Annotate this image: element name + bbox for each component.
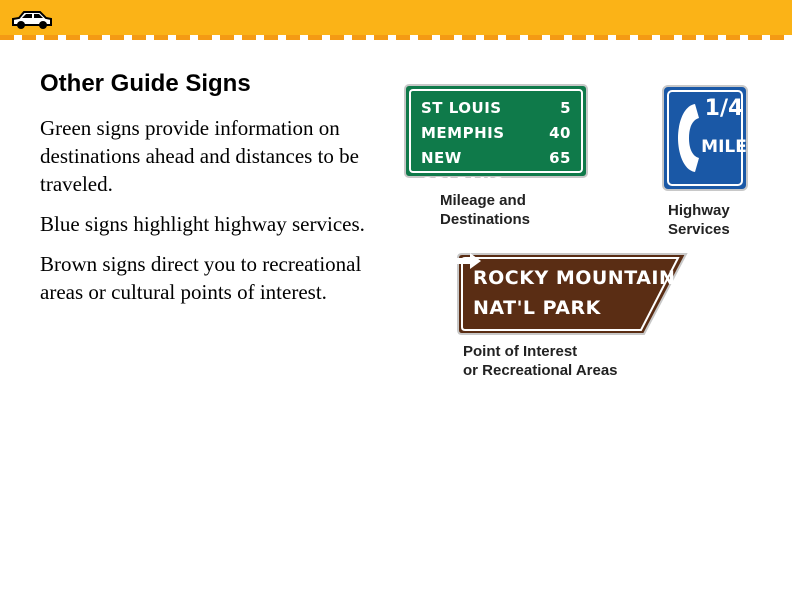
recreation-sign xyxy=(456,252,688,336)
mileage-sign xyxy=(404,84,588,192)
distance-label: 40 xyxy=(549,124,571,142)
slide-body xyxy=(40,114,370,318)
destination-label: NEW ORLEANS xyxy=(421,149,504,192)
recreation-line-2: NAT'L PARK xyxy=(473,297,601,319)
recreation-caption: Point of Interest or Recreational Areas xyxy=(463,343,618,379)
mileage-row xyxy=(421,146,571,196)
destination-label: ST LOUIS xyxy=(421,99,502,117)
distance-label: 5 xyxy=(560,99,571,117)
distance-label: 65 xyxy=(549,149,571,167)
slide-title: Other Guide Signs xyxy=(40,70,251,97)
mileage-row xyxy=(421,96,571,121)
header-dashed-border xyxy=(0,35,792,40)
mileage-row xyxy=(421,121,571,146)
recreation-sign-shape xyxy=(456,252,688,336)
services-sign-panel xyxy=(667,90,747,186)
services-unit: MILE xyxy=(701,137,747,157)
paragraph-blue-signs: Blue signs highlight highway services. xyxy=(40,212,365,236)
paragraph-brown-signs: Brown signs direct you to recreational areas or cultural points of interest. xyxy=(40,252,362,304)
destination-label: MEMPHIS xyxy=(421,124,505,142)
services-caption: Highway Services xyxy=(668,202,730,238)
services-sign xyxy=(662,85,748,191)
arrow-right-icon xyxy=(456,252,482,270)
mileage-caption: Mileage and Destinations xyxy=(440,192,531,228)
telephone-icon xyxy=(675,100,701,176)
services-distance: 1/4 xyxy=(704,96,744,121)
car-icon xyxy=(10,8,54,30)
recreation-line-1: ROCKY MOUNTAIN xyxy=(473,267,676,289)
mileage-sign-panel xyxy=(409,89,583,192)
header-bar xyxy=(0,0,792,40)
paragraph-green-signs: Green signs provide information on destinations ahead and distances to be traveled. xyxy=(40,116,359,196)
